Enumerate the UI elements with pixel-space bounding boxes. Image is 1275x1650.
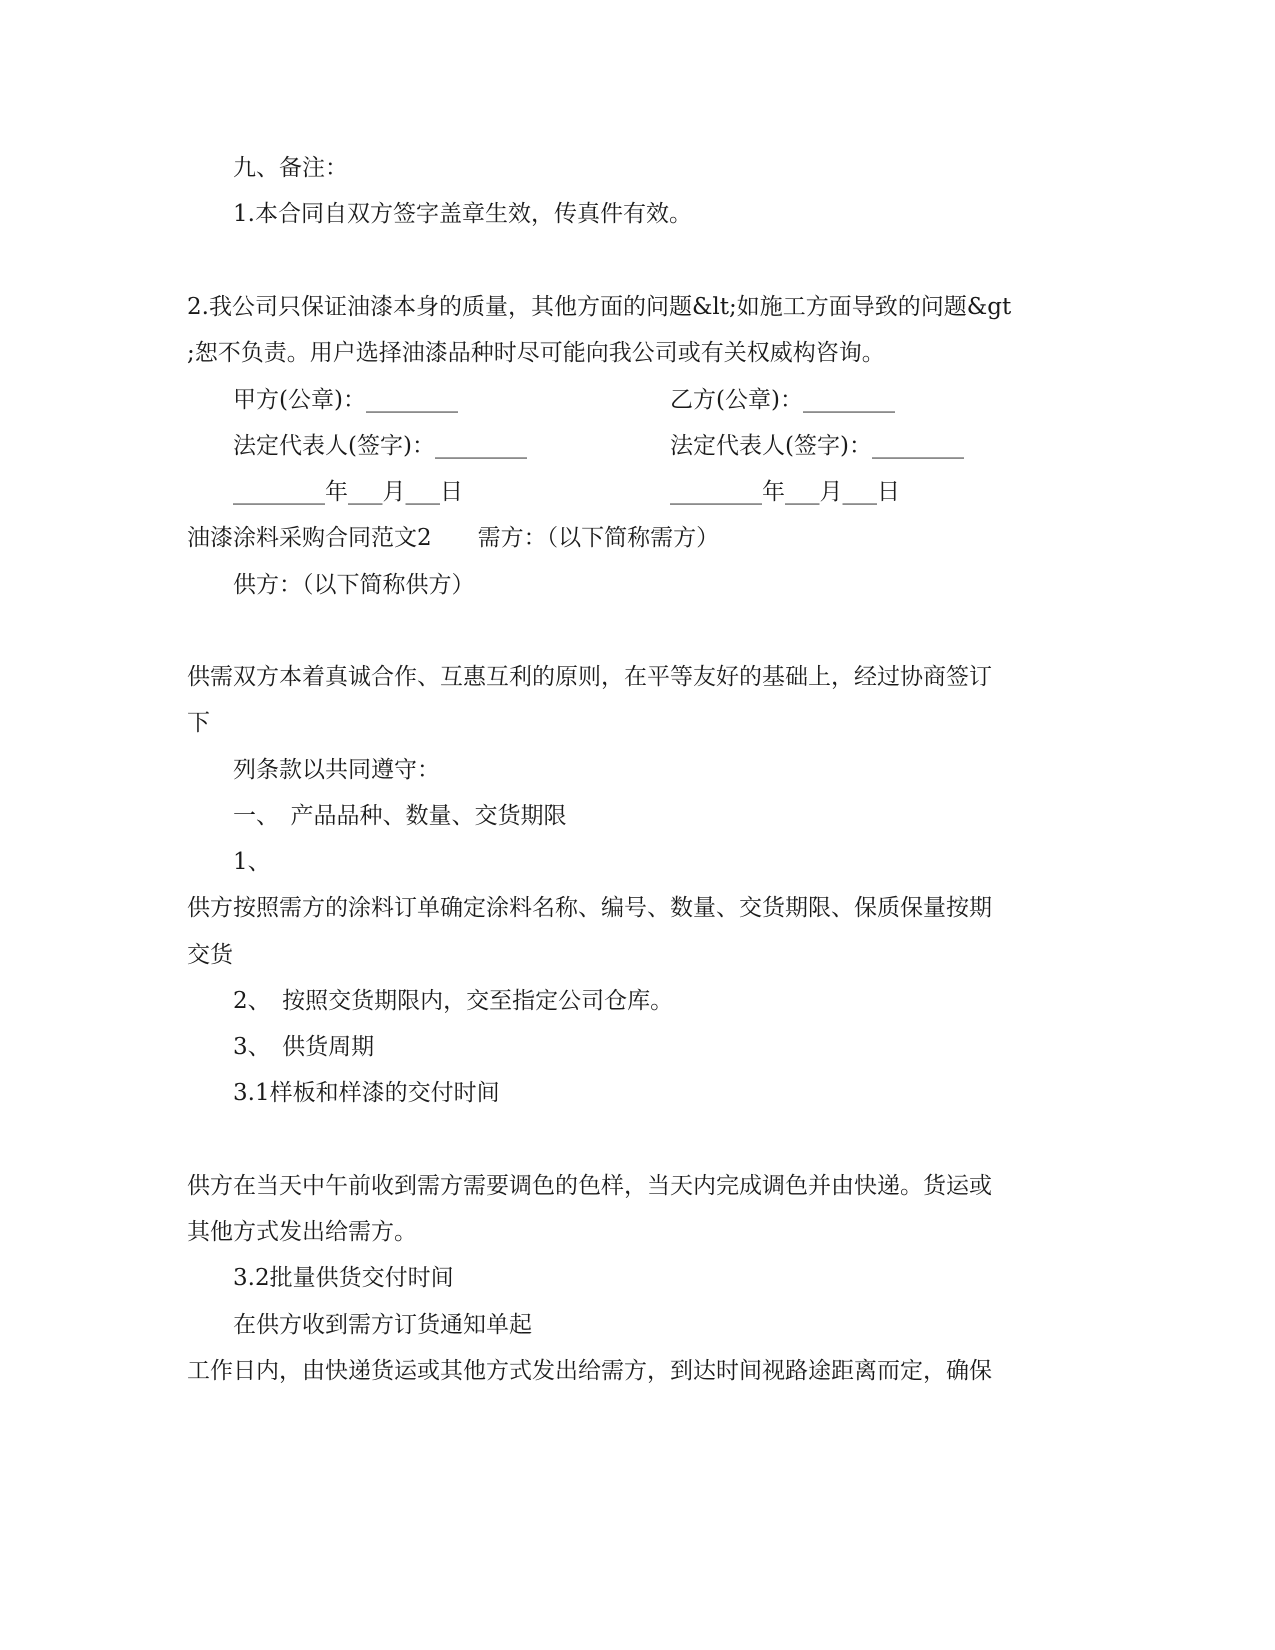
item-1-text-line1: 供方按照需方的涂料订单确定涂料名称、编号、数量、交货期限、保质保量按期 xyxy=(187,895,992,921)
item-3-1-title: 3.1样板和样漆的交付时间 xyxy=(233,1080,500,1106)
party-b-date: ________年___月___日 xyxy=(670,479,900,505)
section-nine-title: 九、备注： xyxy=(233,155,348,181)
item-3: 3、 供货周期 xyxy=(233,1034,375,1060)
item-1-text-line2: 交货 xyxy=(187,942,233,968)
item-1-number: 1、 xyxy=(233,849,271,875)
party-a-date: ________年___月___日 xyxy=(233,479,463,505)
party-a-seal: 甲方(公章)：________ xyxy=(233,387,458,413)
intro-line2: 下 xyxy=(187,710,210,736)
intro-line1: 供需双方本着真诚合作、互惠互利的原则，在平等友好的基础上，经过协商签订 xyxy=(187,664,992,690)
remark-item-2-line2: ;恕不负责。用户选择油漆品种时尽可能向我公司或有关权威构咨询。 xyxy=(187,340,885,366)
intro-line3: 列条款以共同遵守： xyxy=(233,757,440,783)
item-3-2-text-line2: 工作日内，由快递货运或其他方式发出给需方，到达时间视路途距离而定，确保 xyxy=(187,1358,992,1384)
party-b-representative: 法定代表人(签字)：________ xyxy=(670,433,964,459)
item-3-2-text-line1: 在供方收到需方订货通知单起 xyxy=(233,1312,532,1338)
party-b-seal: 乙方(公章)：________ xyxy=(670,387,895,413)
party-a-representative: 法定代表人(签字)：________ xyxy=(233,433,527,459)
item-3-1-text-line1: 供方在当天中午前收到需方需要调色的色样，当天内完成调色并由快递。货运或 xyxy=(187,1173,992,1199)
remark-item-1: 1.本合同自双方签字盖章生效，传真件有效。 xyxy=(233,201,692,227)
item-3-2-title: 3.2批量供货交付时间 xyxy=(233,1265,454,1291)
remark-item-2-line1: 2.我公司只保证油漆本身的质量，其他方面的问题&lt;如施工方面导致的问题&gt xyxy=(187,294,1012,320)
item-3-1-text-line2: 其他方式发出给需方。 xyxy=(187,1219,417,1245)
supplier-line: 供方：（以下简称供方） xyxy=(233,572,475,598)
item-2: 2、 按照交货期限内，交至指定公司仓库。 xyxy=(233,988,674,1014)
contract-2-title: 油漆涂料采购合同范文2 需方：（以下简称需方） xyxy=(187,525,720,551)
section-one-title: 一、 产品品种、数量、交货期限 xyxy=(233,803,567,829)
